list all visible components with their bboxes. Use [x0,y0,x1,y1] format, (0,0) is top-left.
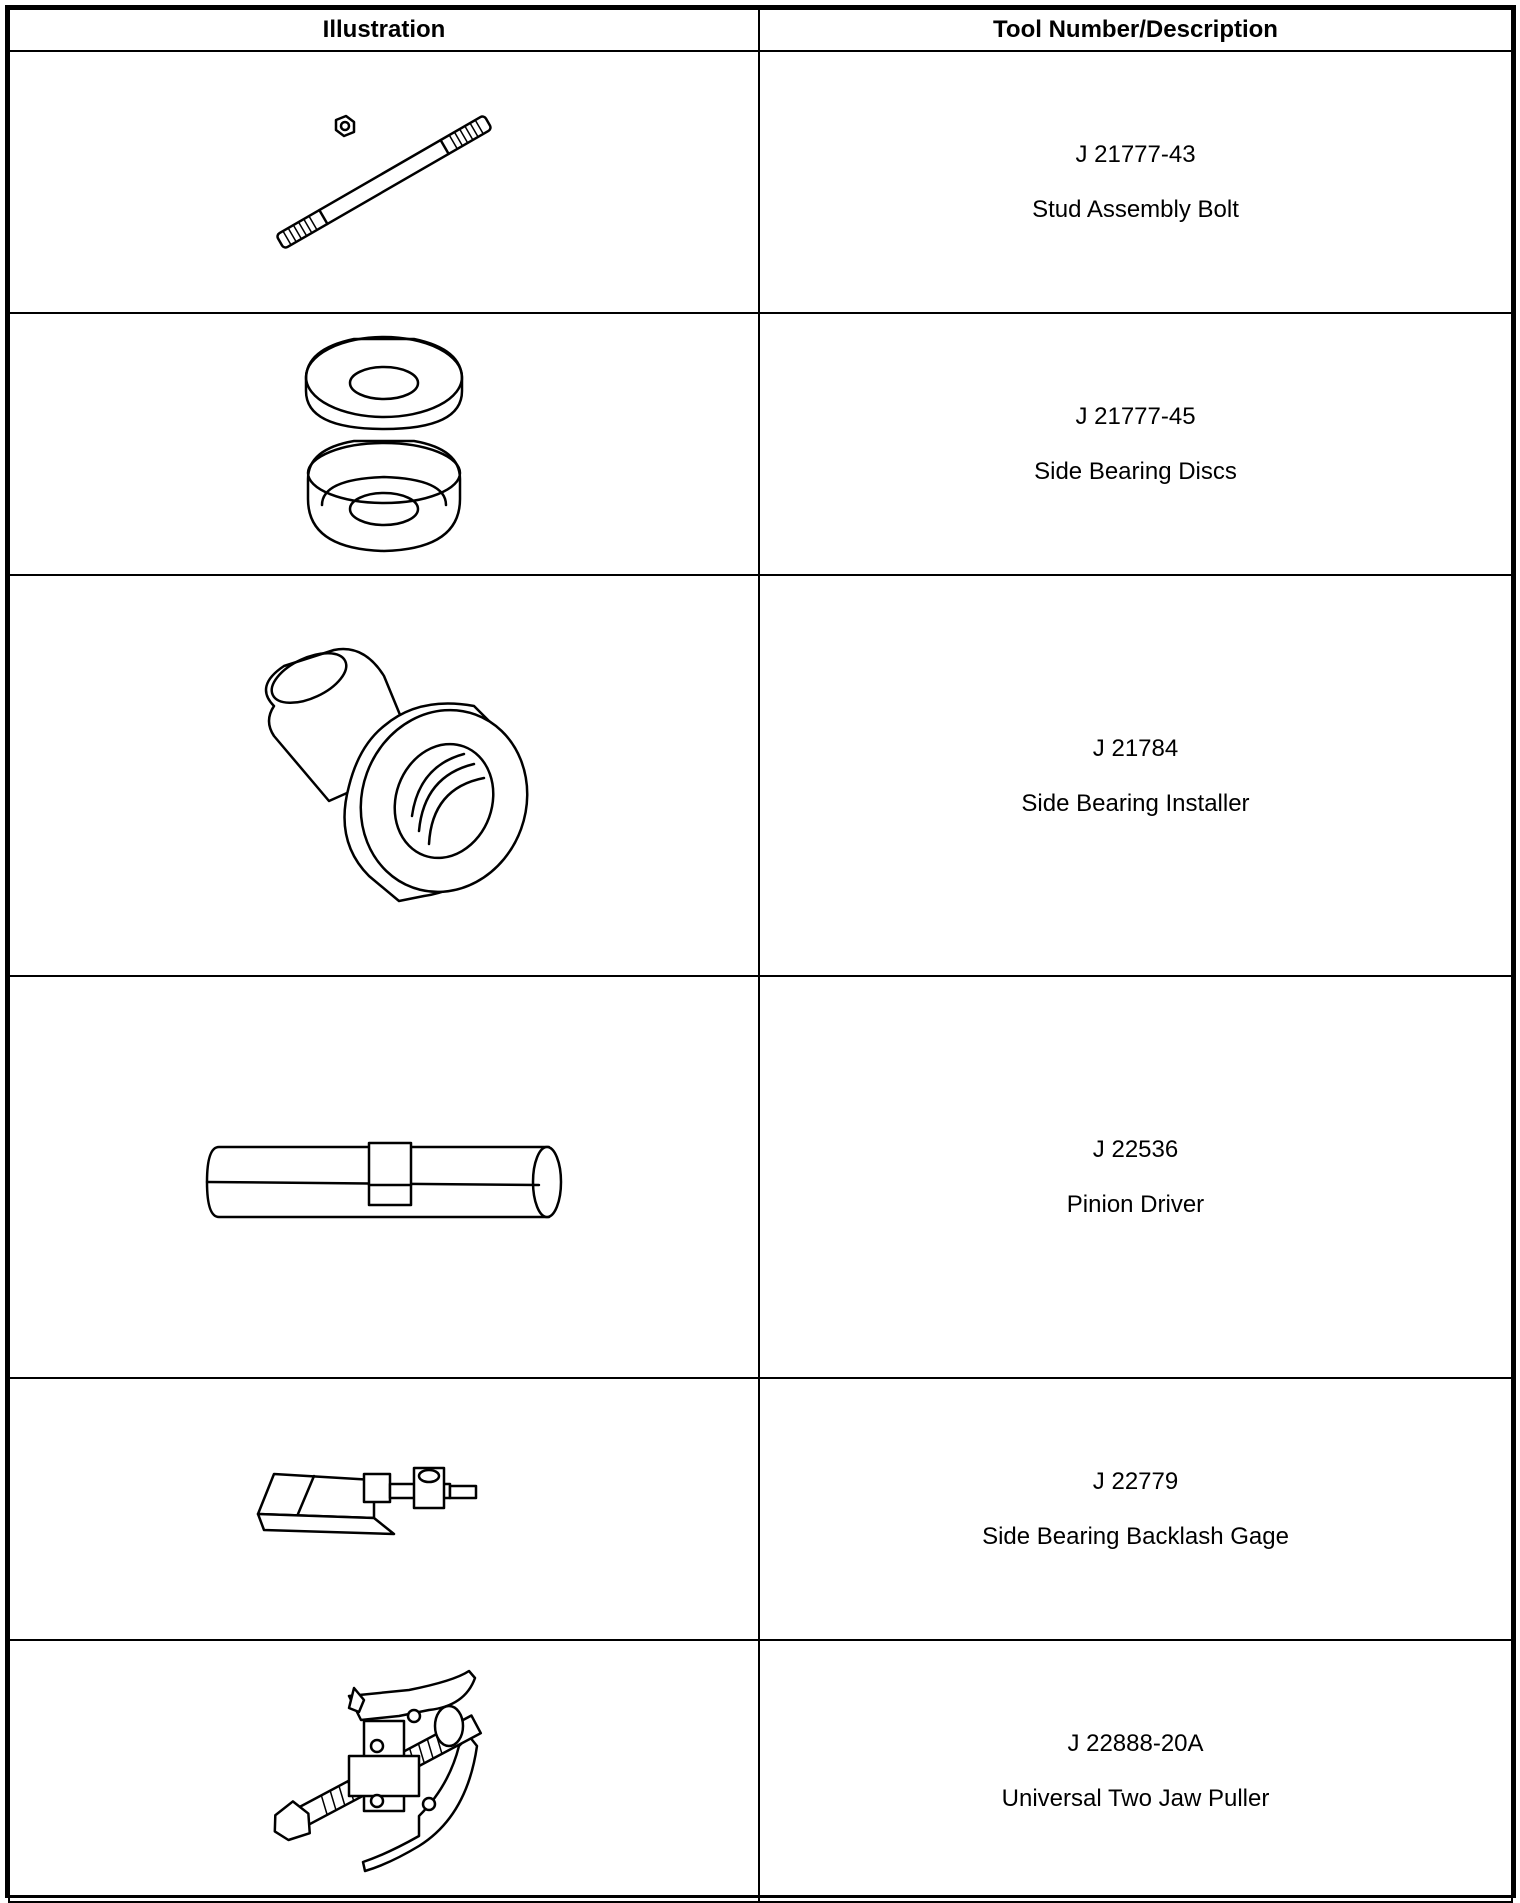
description-cell [759,1640,1512,1902]
two-jaw-puller-icon [269,1666,499,1876]
tool-description: Stud Assembly Bolt [1032,196,1239,223]
tool-number: J 22536 [1092,1136,1179,1163]
tool-description: Side Bearing Installer [1021,789,1250,817]
pinion-driver-icon [199,1127,569,1227]
backlash-gage-icon [254,1464,514,1554]
stud-bolt-icon [254,102,514,262]
illustration-cell [9,1378,759,1640]
tool-number: J 21777-43 [1075,141,1196,168]
header-illustration: Illustration [9,9,759,51]
illustration-cell [9,1640,759,1902]
illustration-cell [9,976,759,1378]
table-row [9,1640,1512,1902]
illustration-cell [9,575,759,976]
tool-table-page [5,5,1516,1898]
header-tool-number-description: Tool Number/Description [759,9,1512,51]
tool-description: Side Bearing Discs [1034,458,1237,485]
table-header-row [9,9,1512,51]
table-row [9,1378,1512,1640]
description-cell [759,976,1512,1378]
description-cell [759,1378,1512,1640]
illustration-cell [9,313,759,575]
bearing-discs-icon [294,329,474,559]
table-row [9,51,1512,313]
tool-description: Pinion Driver [1066,1191,1205,1218]
description-cell [759,51,1512,313]
tool-number: J 21777-45 [1075,403,1196,430]
bearing-installer-icon [234,626,534,926]
table-row [9,575,1512,976]
description-cell [759,313,1512,575]
tool-number: J 22888-20A [1067,1730,1204,1757]
table-row [9,976,1512,1378]
special-tools-table [8,8,1513,1903]
tool-description: Side Bearing Backlash Gage [982,1523,1289,1550]
description-cell [759,575,1512,976]
table-row [9,313,1512,575]
illustration-cell [9,51,759,313]
tool-number: J 22779 [1092,1468,1179,1495]
tool-description: Universal Two Jaw Puller [1001,1785,1270,1812]
tool-number: J 21784 [1092,734,1179,762]
